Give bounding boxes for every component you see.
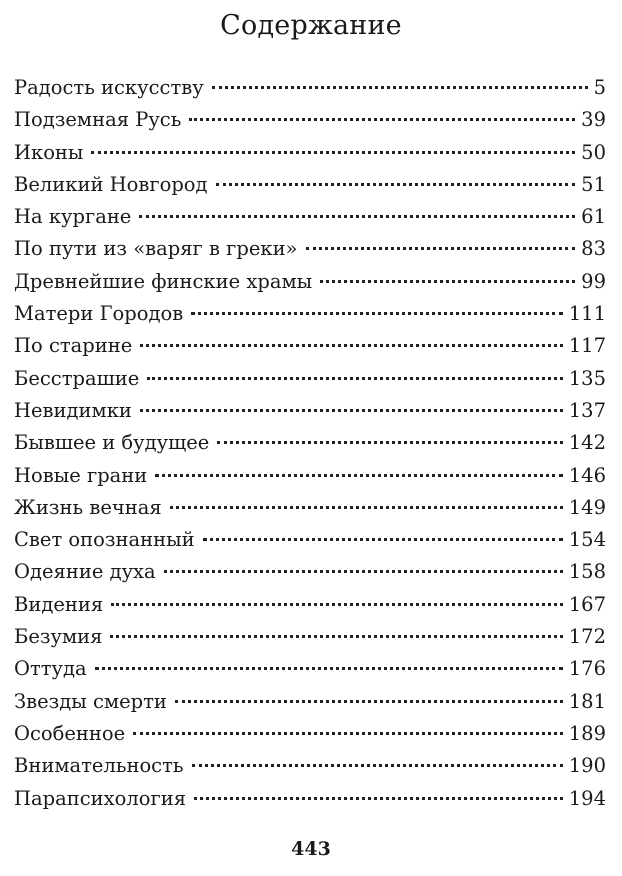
toc-entry <box>14 785 606 817</box>
toc-entry <box>14 655 606 687</box>
toc-entry-page-number: 189 <box>568 721 606 745</box>
toc-entry-page-number: 149 <box>568 495 606 519</box>
toc-entry-page-number: 111 <box>568 302 606 326</box>
dot-leader <box>170 506 563 509</box>
toc-entry-page-number: 51 <box>581 172 606 196</box>
toc-entry <box>14 462 606 494</box>
toc-entry-title: Оттуда <box>14 657 87 681</box>
toc-entry <box>14 139 606 171</box>
toc-entry-title: Древнейшие финские храмы <box>14 269 313 293</box>
toc-entry-title: Звезды смерти <box>14 689 167 713</box>
toc-entry-page-number: 50 <box>581 140 606 164</box>
toc-entry-title: Особенное <box>14 721 126 745</box>
toc-entry-title: Парапсихология <box>14 786 187 810</box>
toc-entry <box>14 365 606 397</box>
toc-entry <box>14 235 606 267</box>
toc-entry-page-number: 142 <box>568 431 606 455</box>
toc-entry <box>14 752 606 784</box>
toc-entry-title: Матери Городов <box>14 302 184 326</box>
toc-entry-title: Бывшее и будущее <box>14 431 210 455</box>
dot-leader <box>140 344 562 347</box>
toc-entry-page-number: 99 <box>581 269 606 293</box>
page-number: 443 <box>291 838 331 860</box>
toc-entry <box>14 526 606 558</box>
toc-entry-title: По старине <box>14 334 133 358</box>
dot-leader <box>212 86 588 89</box>
dot-leader <box>155 474 562 477</box>
toc-entry-title: Видения <box>14 592 104 616</box>
dot-leader <box>192 764 563 767</box>
toc-entry-page-number: 117 <box>568 334 606 358</box>
toc-entry <box>14 268 606 300</box>
dot-leader <box>306 247 576 250</box>
dot-leader <box>191 312 563 315</box>
toc-entry <box>14 106 606 138</box>
toc-entry <box>14 623 606 655</box>
toc-entry-title: Бесстрашие <box>14 366 140 390</box>
dot-leader <box>133 732 563 735</box>
toc-entry-title: Великий Новгород <box>14 172 208 196</box>
toc-entry <box>14 203 606 235</box>
dot-leader <box>203 538 563 541</box>
toc-entry-page-number: 190 <box>568 754 606 778</box>
toc-entry-page-number: 61 <box>581 205 606 229</box>
toc-entry <box>14 688 606 720</box>
toc-entry <box>14 429 606 461</box>
toc-entry-title: Свет опознанный <box>14 528 195 552</box>
toc-entry-page-number: 158 <box>568 560 606 584</box>
toc-entry-title: Подземная Русь <box>14 108 182 132</box>
toc-entry <box>14 397 606 429</box>
toc-entry-title: Невидимки <box>14 398 132 422</box>
toc-entry-title: Жизнь вечная <box>14 495 162 519</box>
dot-leader <box>111 603 563 606</box>
toc-entry-page-number: 146 <box>568 463 606 487</box>
dot-leader <box>110 635 562 638</box>
dot-leader <box>217 441 562 444</box>
toc-entry-title: Иконы <box>14 140 84 164</box>
toc-entry-title: На кургане <box>14 205 132 229</box>
toc-entry-title: Радость искусству <box>14 76 204 99</box>
dot-leader <box>175 700 563 703</box>
page-title: Содержание <box>220 10 402 41</box>
toc-entry-page-number: 181 <box>568 689 606 713</box>
toc-entry-page-number: 194 <box>568 786 606 810</box>
toc-entry <box>14 720 606 752</box>
toc-entry <box>14 74 606 106</box>
toc-entry <box>14 300 606 332</box>
toc-entry-title: По пути из «варяг в греки» <box>14 237 298 261</box>
dot-leader <box>189 118 575 121</box>
dot-leader <box>164 570 563 573</box>
dot-leader <box>140 409 563 412</box>
toc-entry-page-number: 172 <box>568 625 606 649</box>
dot-leader <box>216 183 576 186</box>
toc-entry-title: Внимательность <box>14 754 184 778</box>
dot-leader <box>320 280 575 283</box>
toc-entry <box>14 171 606 203</box>
dot-leader <box>91 151 575 154</box>
toc-entry-title: Безумия <box>14 625 103 649</box>
dot-leader <box>194 797 563 800</box>
toc-entry-title: Одеяние духа <box>14 560 156 584</box>
toc-entry <box>14 332 606 364</box>
toc-entry <box>14 591 606 623</box>
toc-entry-page-number: 83 <box>581 237 606 261</box>
toc-entry-page-number: 39 <box>581 108 606 132</box>
table-of-contents <box>14 74 606 817</box>
dot-leader <box>139 215 575 218</box>
toc-entry-page-number: 137 <box>568 398 606 422</box>
toc-entry <box>14 494 606 526</box>
dot-leader <box>95 667 563 670</box>
toc-entry-page-number: 154 <box>568 528 606 552</box>
dot-leader <box>147 377 562 380</box>
toc-entry-page-number: 167 <box>568 592 606 616</box>
toc-entry-title: Новые грани <box>14 463 148 487</box>
toc-entry-page-number: 176 <box>568 657 606 681</box>
toc-entry-page-number: 135 <box>568 366 606 390</box>
toc-entry-page-number: 5 <box>593 76 606 99</box>
toc-entry <box>14 558 606 590</box>
